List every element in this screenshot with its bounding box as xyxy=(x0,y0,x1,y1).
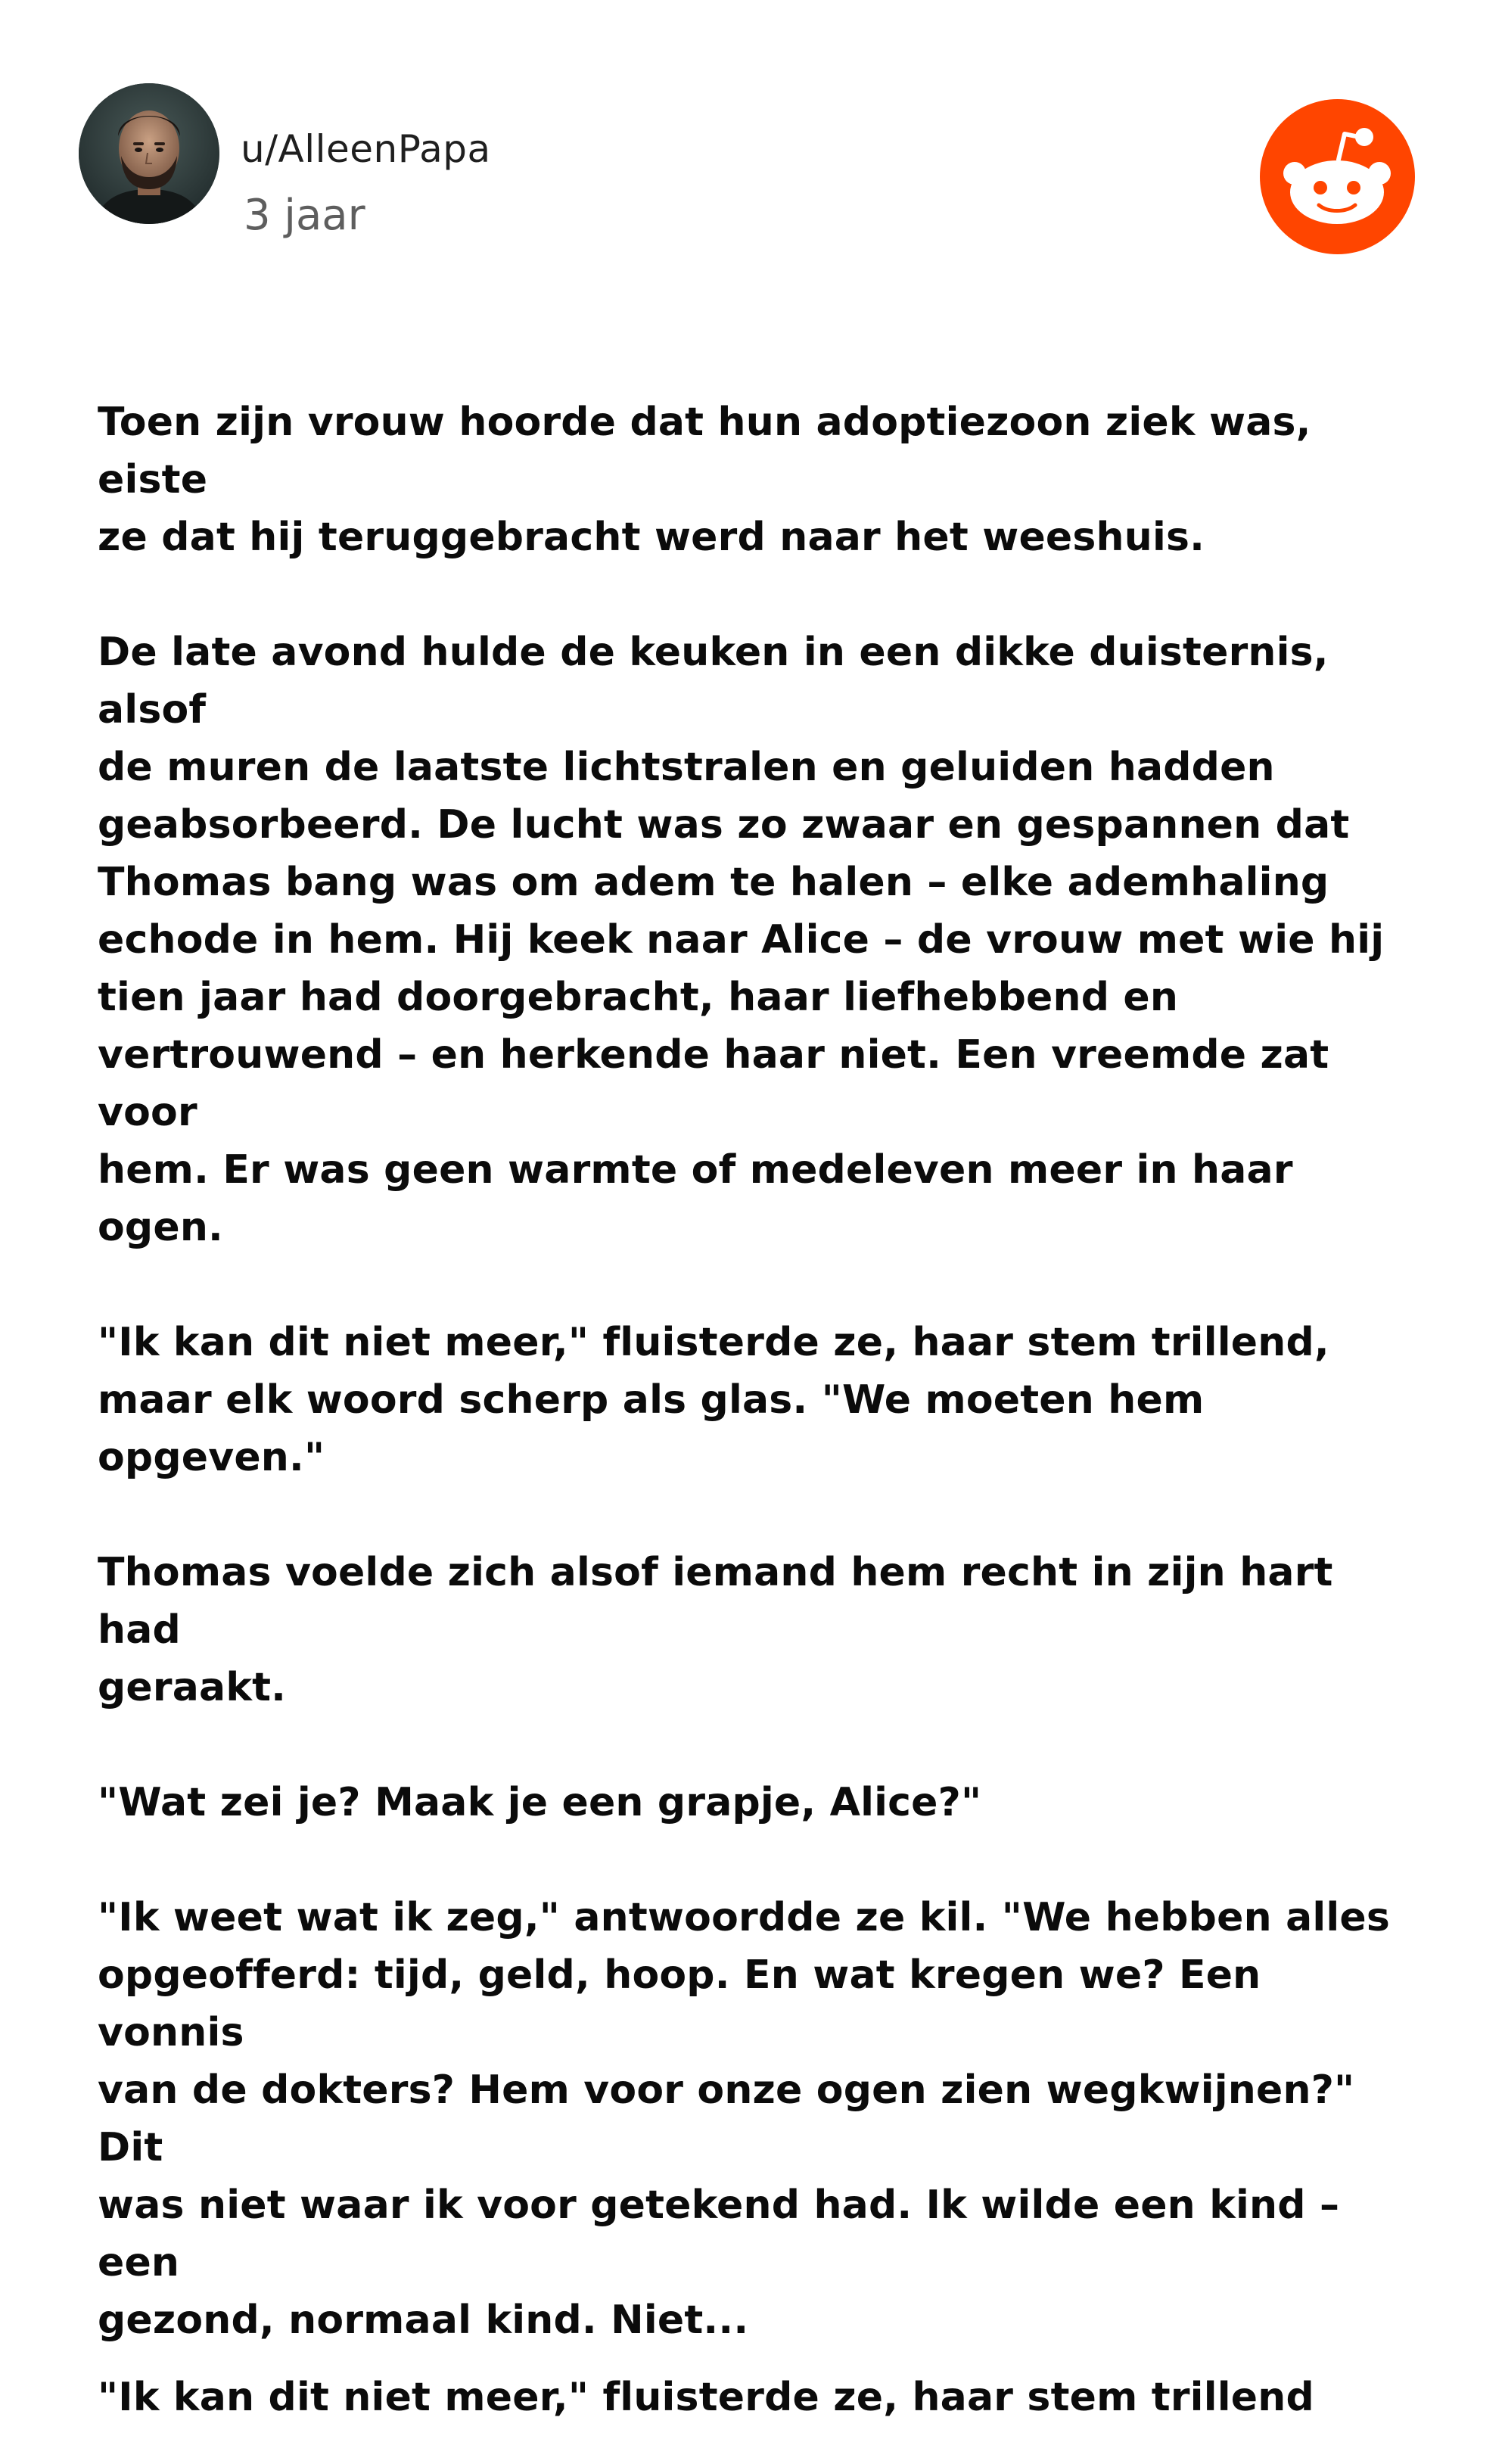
reddit-logo-icon xyxy=(1260,99,1415,254)
post-paragraph-3: "Ik kan dit niet meer," fluisterde ze, haar stem trillend, maar elk woord scherp als glas. "We moeten hem opgeven." xyxy=(98,1320,1329,1480)
avatar-image xyxy=(79,83,219,224)
post-paragraph-5: "Wat zei je? Maak je een grapje, Alice?" xyxy=(98,1780,982,1825)
post-paragraph-6: "Ik weet wat ik zeg," antwoordde ze kil. "We hebben alles opgeofferd: tijd, geld, hoop. En wat kregen we? Een vonnis van de dokters? Hem voor onze ogen zien wegkwijnen?" Dit was niet waar ik voor getekend had. Ik wilde een kind – een gezond, normaal kind. Niet... xyxy=(98,1895,1391,2343)
post-body xyxy=(98,394,1407,2464)
post-paragraph-2: De late avond hulde de keuken in een dikke duisternis, alsof de muren de laatste lichtstralen en geluiden hadden geabsorbeerd. De lucht was zo zwaar en gespannen dat Thomas bang was om adem te halen – elke ademhaling echode in hem. Hij keek naar Alice – de vrouw met wie hij tien jaar had doorgebracht, haar liefhebbend en vertrouwend – en herkende haar niet. Een vreemde zat voor hem. Er was geen warmte of medeleven meer in haar ogen. xyxy=(98,630,1385,1250)
post-timestamp: 3 jaar xyxy=(244,191,365,240)
post-username[interactable]: u/AlleenPapa xyxy=(241,127,491,171)
post-paragraph-4: Thomas voelde zich alsof iemand hem recht in zijn hart had geraakt. xyxy=(98,1550,1333,1710)
post-header xyxy=(0,0,1505,318)
post-paragraph-1: Toen zijn vrouw hoorde dat hun adoptiezoon ziek was, eiste ze dat hij teruggebracht werd naar het weeshuis. xyxy=(98,400,1311,560)
post-paragraph-7: "Ik kan dit niet meer," fluisterde ze, haar stem trillend xyxy=(98,2375,1314,2420)
avatar[interactable] xyxy=(79,83,219,224)
